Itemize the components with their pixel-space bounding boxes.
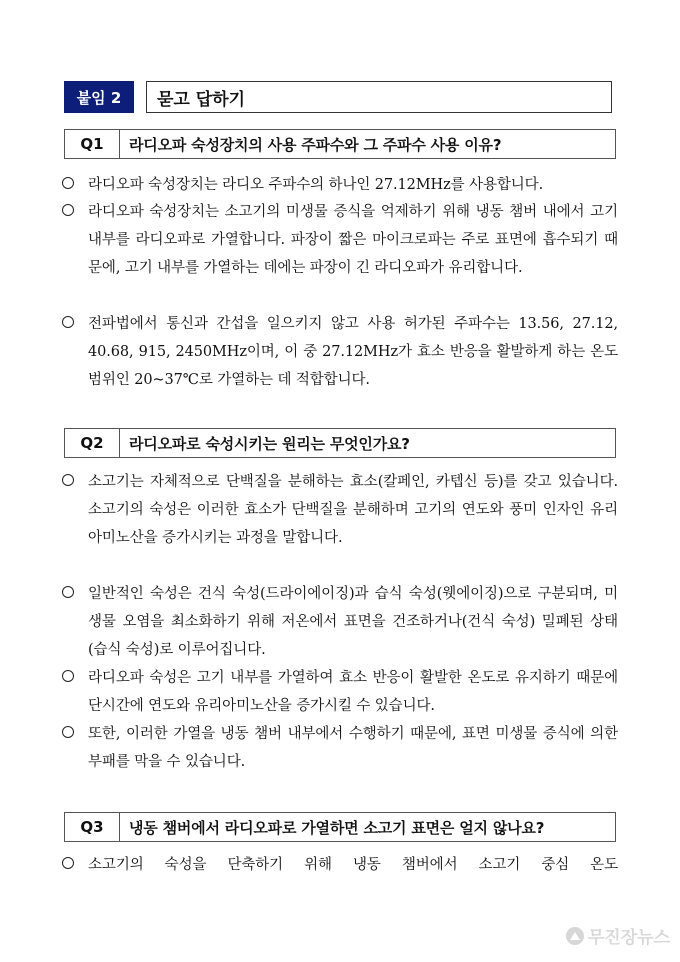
watermark [566, 923, 670, 948]
question-number: Q3 [65, 813, 120, 841]
question-title: 냉동 챔버에서 라디오파로 가열하면 소고기 표면은 얼지 않나요? [129, 818, 545, 837]
attachment-title: 묻고 답하기 [146, 81, 612, 113]
answer-item [62, 580, 618, 664]
answer-text: 일반적인 숙성은 건식 숙성(드라이에이징)과 습식 숙성(웻에이징)으로 구분되며, 미생물 오염을 최소화하기 위해 저온에서 표면을 건조하거나(건식 숙성) 밀폐된 상태(습식 숙성)로 이루어집니다. [88, 586, 618, 658]
answer-text: 또한, 이러한 가열을 냉동 챔버 내부에서 수행하기 때문에, 표면 미생물 증식에 의한 부패를 막을 수 있습니다. [88, 726, 618, 770]
question-bar-q3 [64, 812, 616, 842]
watermark-text: 무진장뉴스 [587, 928, 670, 948]
question-title: 라디오파로 숙성시키는 원리는 무엇인가요? [129, 434, 410, 453]
question-bar-q2 [64, 428, 616, 458]
attachment-badge: 붙임 2 [64, 81, 134, 113]
circle-bullet-icon [62, 474, 74, 486]
answer-text: 소고기는 자체적으로 단백질을 분해하는 효소(칼페인, 카텝신 등)를 갖고 있습니다. 소고기의 숙성은 이러한 효소가 단백질을 분해하며 고기의 연도와 풍미 인자인 유리아미노산을 증가시키는 과정을 말합니다. [88, 474, 618, 546]
answer-item [62, 171, 618, 199]
answer-text: 전파법에서 통신과 간섭을 일으키지 않고 사용 허가된 주파수는 13.56, 27.12, 40.68, 915, 2450MHz이며, 이 중 27.12MHz가 효소 반응을 활발하게 하는 온도 범위인 20~37℃로 가열하는 데 적합합니다. [88, 316, 618, 388]
watermark-logo-icon [566, 927, 584, 945]
answer-item [62, 720, 618, 776]
circle-bullet-icon [62, 670, 74, 682]
question-bar-q1 [64, 129, 616, 159]
answer-text: 소고기의 숙성을 단축하기 위해 냉동 챔버에서 소고기 중심 온도 [88, 857, 618, 873]
question-number: Q1 [65, 130, 120, 158]
answer-item [62, 851, 618, 879]
circle-bullet-icon [62, 726, 74, 738]
circle-bullet-icon [62, 177, 74, 189]
question-title: 라디오파 숙성장치의 사용 주파수와 그 주파수 사용 이유? [129, 135, 502, 154]
circle-bullet-icon [62, 316, 74, 328]
circle-bullet-icon [62, 586, 74, 598]
answer-text: 라디오파 숙성장치는 라디오 주파수의 하나인 27.12MHz를 사용합니다. [88, 177, 544, 193]
circle-bullet-icon [62, 857, 74, 869]
attachment-header [64, 81, 612, 113]
answer-item [62, 468, 618, 552]
answer-text: 라디오파 숙성장치는 소고기의 미생물 증식을 억제하기 위해 냉동 챔버 내에서 고기 내부를 라디오파로 가열합니다. 파장이 짧은 마이크로파는 주로 표면에 흡수되기 때문에, 고기 내부를 가열하는 데에는 파장이 긴 라디오파가 유리합니다. [88, 204, 618, 276]
answer-item [62, 310, 618, 394]
answer-item [62, 198, 618, 282]
answer-text: 라디오파 숙성은 고기 내부를 가열하여 효소 반응이 활발한 온도로 유지하기 때문에 단시간에 연도와 유리아미노산을 증가시킬 수 있습니다. [88, 670, 618, 714]
circle-bullet-icon [62, 204, 74, 216]
question-number: Q2 [65, 429, 120, 457]
answer-item [62, 664, 618, 720]
